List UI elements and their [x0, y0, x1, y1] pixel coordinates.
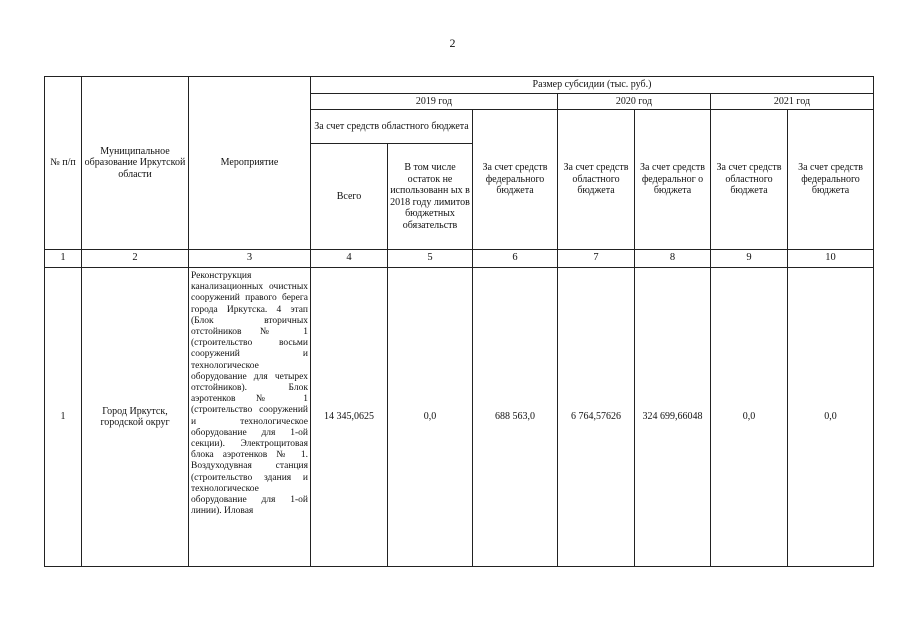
row-unused-2018: 0,0 — [388, 268, 473, 567]
table-row — [45, 268, 874, 567]
row-event: Реконструкция канализационных очистных сооружений правого берега города Иркутска. 4 этап (Блок вторичных отстойников № 1 (строительство восьми сооружений и технологическое оборудование для четырех отстойников). Блок аэротенков № 1 (строительство сооружений и технологическое оборудование для 1-ой секции). Электрощитовая блока аэротенков № 1. Воздуходувная станция (строительство здания и технологическое оборудование для 1-ой линии). Иловая — [191, 271, 308, 517]
header-regional-2020: За счет средств областного бюджета — [558, 110, 635, 250]
header-regional-2021: За счет средств областного бюджета — [711, 110, 788, 250]
row-num: 1 — [45, 268, 82, 567]
column-number: 1 — [45, 250, 82, 268]
row-regional-2021: 0,0 — [711, 268, 788, 567]
header-unused-2018: В том числе остаток не использованн ых в 2018 году лимитов бюджетных обязательств — [388, 144, 473, 250]
header-year-2020: 2020 год — [558, 94, 711, 110]
header-federal-2021: За счет средств федерального бюджета — [788, 110, 874, 250]
column-number: 8 — [635, 250, 711, 268]
header-municipality: Муниципальное образование Иркутской области — [82, 77, 189, 250]
page-number: 2 — [449, 36, 456, 50]
header-subsidy-title: Размер субсидии (тыс. руб.) — [311, 77, 874, 94]
row-event-cell — [189, 268, 311, 567]
column-number: 5 — [388, 250, 473, 268]
column-number: 3 — [189, 250, 311, 268]
column-number: 10 — [788, 250, 874, 268]
header-total: Всего — [311, 144, 388, 250]
column-number: 2 — [82, 250, 189, 268]
header-num: № п/п — [45, 77, 82, 250]
column-number: 7 — [558, 250, 635, 268]
header-event: Мероприятие — [189, 77, 311, 250]
header-year-2019: 2019 год — [311, 94, 558, 110]
header-regional-budget-2019: За счет средств областного бюджета — [311, 110, 473, 144]
header-federal-2019: За счет средств федерального бюджета — [473, 110, 558, 250]
row-total-2019: 14 345,0625 — [311, 268, 388, 567]
row-federal-2019: 688 563,0 — [473, 268, 558, 567]
column-number-row — [45, 250, 874, 268]
row-municipality: Город Иркутск, городской округ — [82, 268, 189, 567]
row-federal-2020: 324 699,66048 — [635, 268, 711, 567]
row-regional-2020: 6 764,57626 — [558, 268, 635, 567]
column-number: 9 — [711, 250, 788, 268]
subsidy-table — [44, 76, 874, 567]
header-row-subsidy — [45, 77, 874, 94]
column-number: 4 — [311, 250, 388, 268]
row-federal-2021: 0,0 — [788, 268, 874, 567]
column-number: 6 — [473, 250, 558, 268]
header-federal-2020: За счет средств федеральног о бюджета — [635, 110, 711, 250]
header-year-2021: 2021 год — [711, 94, 874, 110]
